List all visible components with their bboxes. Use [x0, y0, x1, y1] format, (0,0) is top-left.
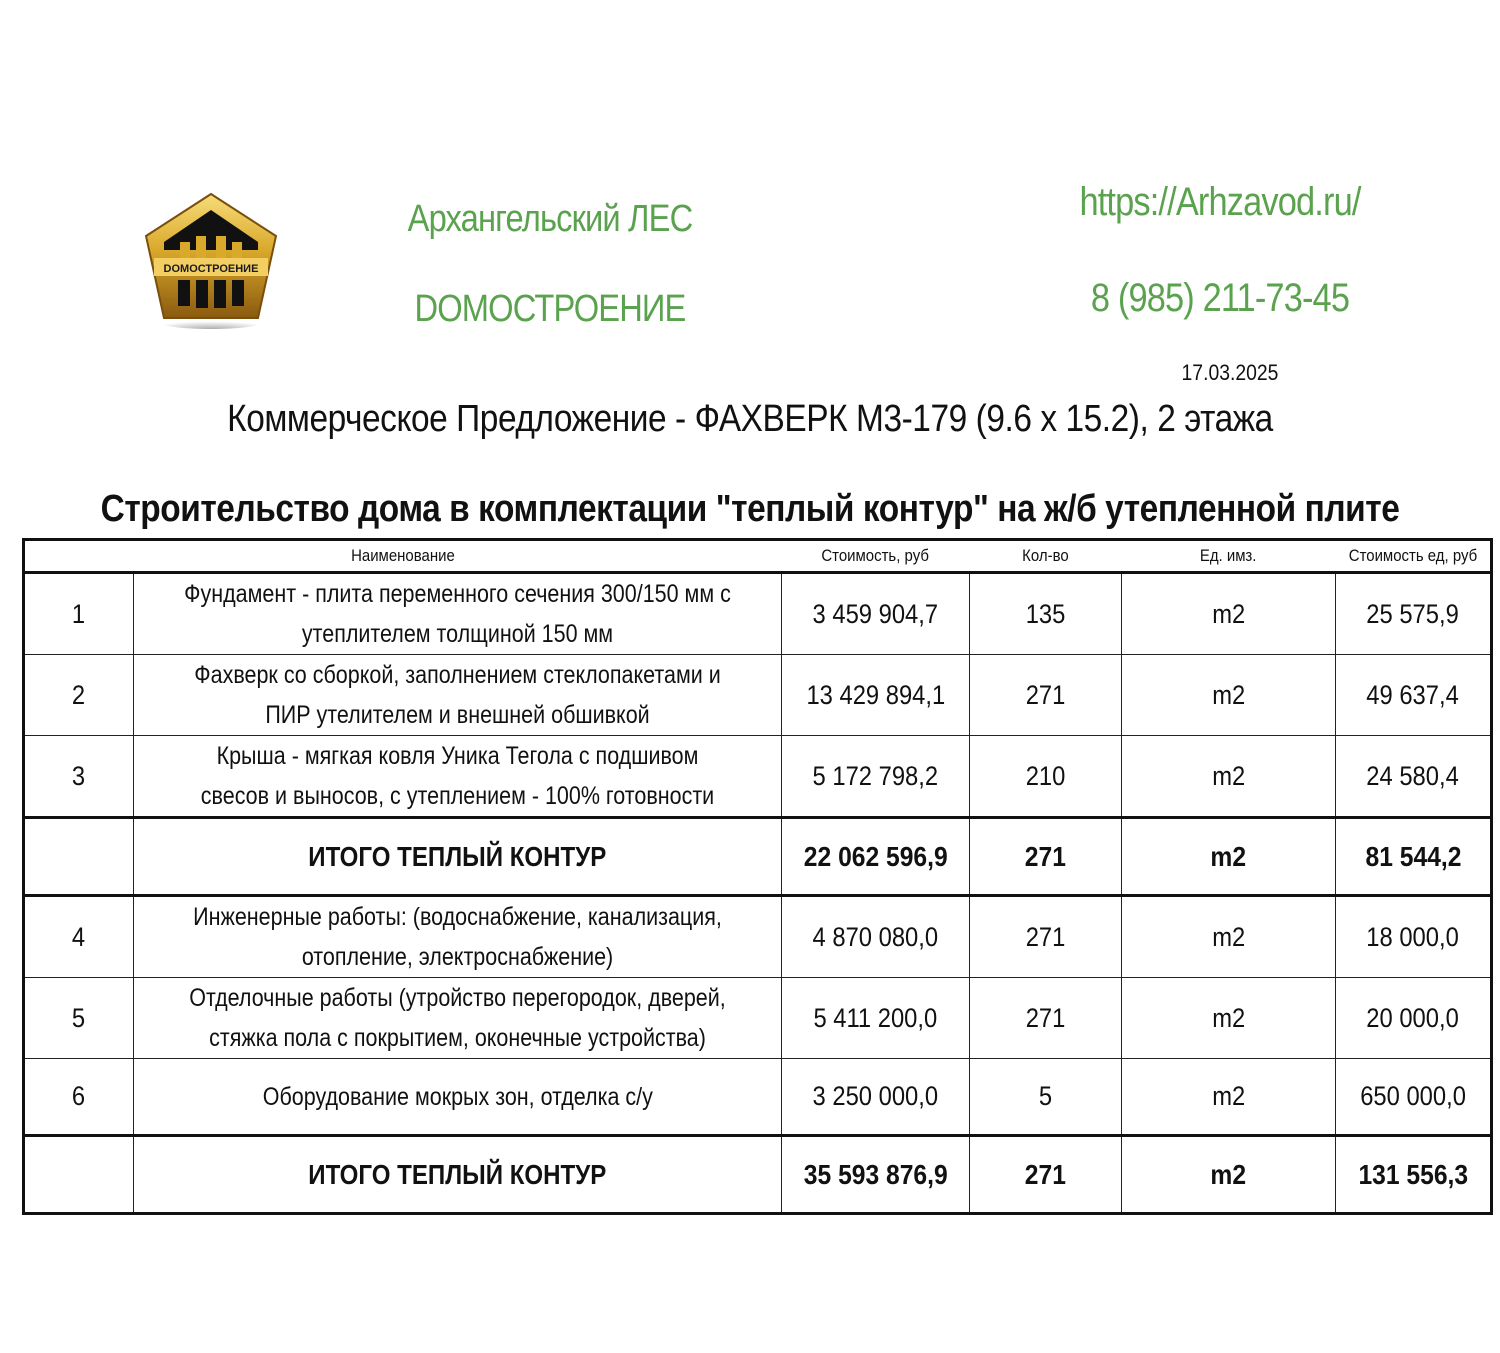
row-cost: 3 459 904,7: [782, 573, 970, 655]
row-number: 4: [24, 896, 134, 978]
row-number: 2: [24, 655, 134, 736]
row-name: ИТОГО ТЕПЛЫЙ КОНТУР: [134, 1136, 782, 1214]
row-unit-cost: 49 637,4: [1336, 655, 1492, 736]
table-row: [24, 896, 1492, 978]
row-unit-cost: 24 580,4: [1336, 736, 1492, 818]
row-unit: m2: [1122, 1136, 1336, 1214]
row-unit: m2: [1122, 978, 1336, 1059]
row-unit-cost: 18 000,0: [1336, 896, 1492, 978]
row-cost: 3 250 000,0: [782, 1059, 970, 1136]
table-row: [24, 1059, 1492, 1136]
row-number: 5: [24, 978, 134, 1059]
house-pentagon-logo-icon: [140, 190, 282, 330]
header-name: Наименование: [24, 540, 782, 573]
row-qty: 271: [970, 655, 1122, 736]
row-unit-cost: 131 556,3: [1336, 1136, 1492, 1214]
row-unit-cost: 81 544,2: [1336, 818, 1492, 896]
row-name: Фундамент - плита переменного сечения 300/150 мм с утеплителем толщиной 150 мм: [134, 573, 782, 655]
company-subname: DOMOСТРОЕНИЕ: [414, 288, 686, 330]
document-date: 17.03.2025: [1181, 360, 1279, 385]
row-qty: 5: [970, 1059, 1122, 1136]
row-name: ИТОГО ТЕПЛЫЙ КОНТУР: [134, 818, 782, 896]
svg-text:DOMOСТРОЕНИЕ: DOMOСТРОЕНИЕ: [163, 263, 259, 275]
row-number: [24, 1136, 134, 1214]
row-number: 1: [24, 573, 134, 655]
row-name: Отделочные работы (утройство перегородок, дверей, стяжка пола с покрытием, оконечные устройства): [134, 978, 782, 1059]
row-unit: m2: [1122, 818, 1336, 896]
row-qty: 271: [970, 1136, 1122, 1214]
table-row: [24, 736, 1492, 818]
row-name: Крыша - мягкая ковля Уника Тегола с подшивом свесов и выносов, с утеплением - 100% готовности: [134, 736, 782, 818]
row-cost: 13 429 894,1: [782, 655, 970, 736]
row-number: 6: [24, 1059, 134, 1136]
row-qty: 135: [970, 573, 1122, 655]
row-unit: m2: [1122, 1059, 1336, 1136]
phone-number[interactable]: 8 (985) 211-73-45: [1090, 276, 1350, 320]
row-name: Оборудование мокрых зон, отделка с/у: [134, 1059, 782, 1136]
table-row: [24, 573, 1492, 655]
row-qty: 271: [970, 978, 1122, 1059]
header-cost: Стоимость, руб: [782, 540, 970, 573]
row-unit: m2: [1122, 573, 1336, 655]
row-unit-cost: 25 575,9: [1336, 573, 1492, 655]
row-cost: 5 172 798,2: [782, 736, 970, 818]
row-unit: m2: [1122, 655, 1336, 736]
price-table: [22, 538, 1493, 1215]
row-name: Фахверк со сборкой, заполнением стеклопакетами и ПИР утелителем и внешней обшивкой: [134, 655, 782, 736]
row-qty: 210: [970, 736, 1122, 818]
document-title: Коммерческое Предложение - ФАХВЕРК М3-179 (9.6 х 15.2), 2 этажа: [227, 398, 1273, 440]
total-row: [24, 1136, 1492, 1214]
row-cost: 22 062 596,9: [782, 818, 970, 896]
row-cost: 5 411 200,0: [782, 978, 970, 1059]
header-qty: Кол-во: [970, 540, 1122, 573]
row-number: 3: [24, 736, 134, 818]
website-link[interactable]: https://Arhzavod.ru/: [1079, 180, 1361, 224]
row-qty: 271: [970, 896, 1122, 978]
company-logo: [140, 190, 282, 330]
header-unit: Ед. имз.: [1122, 540, 1336, 573]
row-qty: 271: [970, 818, 1122, 896]
row-name: Инженерные работы: (водоснабжение, канализация, отопление, электроснабжение): [134, 896, 782, 978]
row-unit: m2: [1122, 736, 1336, 818]
row-unit-cost: 650 000,0: [1336, 1059, 1492, 1136]
table-row: [24, 978, 1492, 1059]
row-cost: 35 593 876,9: [782, 1136, 970, 1214]
row-number: [24, 818, 134, 896]
document-subtitle: Строительство дома в комплектации "теплый контур" на ж/б утепленной плите: [100, 488, 1400, 530]
table-row: [24, 655, 1492, 736]
row-unit-cost: 20 000,0: [1336, 978, 1492, 1059]
row-unit: m2: [1122, 896, 1336, 978]
subtotal-row: [24, 818, 1492, 896]
table-header-row: [24, 540, 1492, 573]
row-cost: 4 870 080,0: [782, 896, 970, 978]
header-unit-cost: Стоимость ед, руб: [1336, 540, 1492, 573]
company-name: Архангельский ЛЕС: [407, 198, 693, 240]
